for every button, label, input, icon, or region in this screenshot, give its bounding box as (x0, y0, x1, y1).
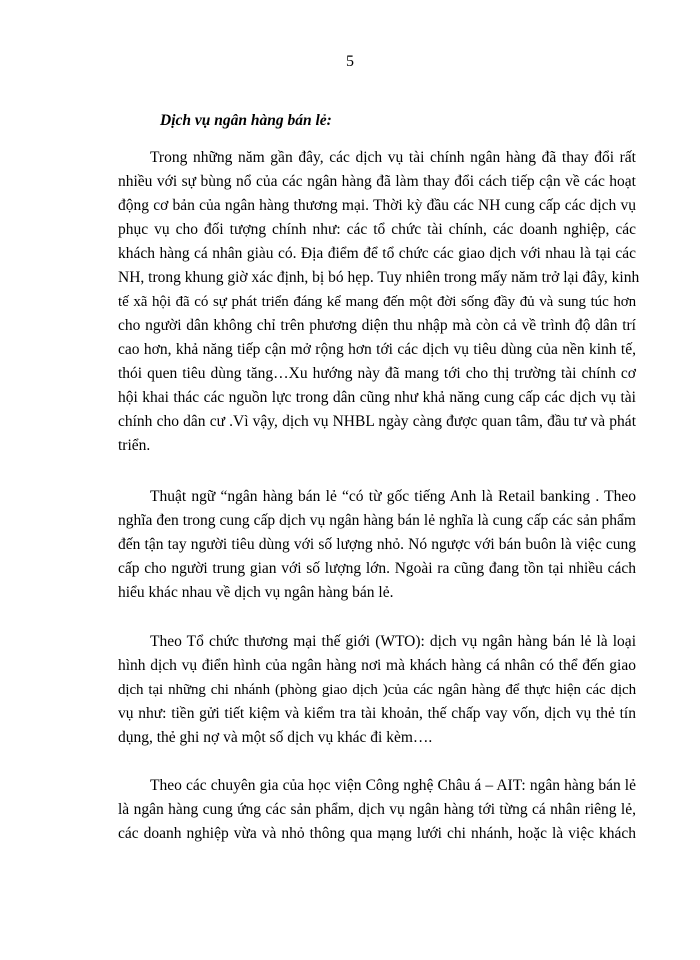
page-number: 5 (346, 53, 354, 70)
text-line: khách hàng cá nhân giàu có. Địa điểm để tổ chức các giao dịch với nhau là tại các (118, 245, 636, 262)
text-line: hình dịch vụ điển hình của ngân hàng nơi mà khách hàng cá nhân có thể đến giao (118, 657, 636, 674)
text-line: dụng, thẻ ghi nợ và một số dịch vụ khác đi kèm…. (118, 729, 433, 746)
text-line: Theo Tổ chức thương mại thế giới (WTO): dịch vụ ngân hàng bán lẻ là loại (150, 633, 636, 650)
text-line: nhiều với sự bùng nổ của các ngân hàng đã làm thay đổi cách tiếp cận về các hoạt (118, 173, 636, 190)
text-line: cao hơn, khả năng tiếp cận mở rộng hơn tới các dịch vụ tiêu dùng của nền kinh tế, (118, 341, 636, 358)
text-line: NH, trong khung giờ xác định, bị bó hẹp. Tuy nhiên trong mấy năm trở lại đây, kinh (118, 269, 640, 286)
text-line: Trong những năm gần đây, các dịch vụ tài chính ngân hàng đã thay đổi rất (150, 149, 636, 166)
text-line: nghĩa đen trong cung cấp dịch vụ ngân hàng bán lẻ nghĩa là cung cấp các sản phẩm (118, 512, 636, 529)
text-line: thói quen tiêu dùng tăng…Xu hướng này đã mang tới cho thị trường tài chính cơ (118, 365, 636, 382)
text-line: động cơ bản của ngân hàng thương mại. Thời kỳ đầu các NH cung cấp các dịch vụ (118, 197, 636, 214)
text-line: vụ như: tiền gửi tiết kiệm và kiểm tra tài khoản, thế chấp vay vốn, dịch vụ thẻ tín (118, 705, 636, 722)
text-line: Theo các chuyên gia của học viện Công nghệ Châu á – AIT: ngân hàng bán lẻ (150, 777, 636, 794)
section-heading: Dịch vụ ngân hàng bán lẻ: (160, 112, 332, 129)
text-line: hội khai thác các nguồn lực trong dân cũng như khả năng cung cấp các dịch vụ tài (118, 389, 636, 406)
text-line: tế xã hội đã có sự phát triển đáng kể mang đến một đời sống đầy đủ và sung túc hơn (118, 294, 636, 310)
text-line: phục vụ cho đối tượng chính như: các tổ chức tài chính, các doanh nghiệp, các (118, 221, 636, 238)
text-line: cấp cho người trung gian với số lượng lớn. Ngoài ra cũng đang tồn tại nhiều cách (118, 560, 636, 577)
text-line: chính cho dân cư .Vì vậy, dịch vụ NHBL ngày càng được quan tâm, đầu tư và phát (118, 413, 636, 430)
text-line: các doanh nghiệp vừa và nhỏ thông qua mạng lưới chi nhánh, hoặc là việc khách (118, 825, 636, 842)
text-line: đến tận tay người tiêu dùng với số lượng nhỏ. Nó ngược với bán buôn là việc cung (118, 536, 636, 553)
text-line: dịch tại những chi nhánh (phòng giao dịch )của các ngân hàng để thực hiện các dịch (118, 682, 636, 698)
text-line: hiểu khác nhau về dịch vụ ngân hàng bán lẻ. (118, 584, 394, 601)
text-line: triển. (118, 437, 151, 454)
text-line: là ngân hàng cung ứng các sản phẩm, dịch vụ ngân hàng tới từng cá nhân riêng lẻ, (118, 801, 636, 818)
text-line: cho người dân không chỉ trên phương diện thu nhập mà còn cả về trình độ dân trí (118, 317, 636, 334)
text-line: Thuật ngữ “ngân hàng bán lẻ “có từ gốc tiếng Anh là Retail banking . Theo (150, 488, 636, 505)
